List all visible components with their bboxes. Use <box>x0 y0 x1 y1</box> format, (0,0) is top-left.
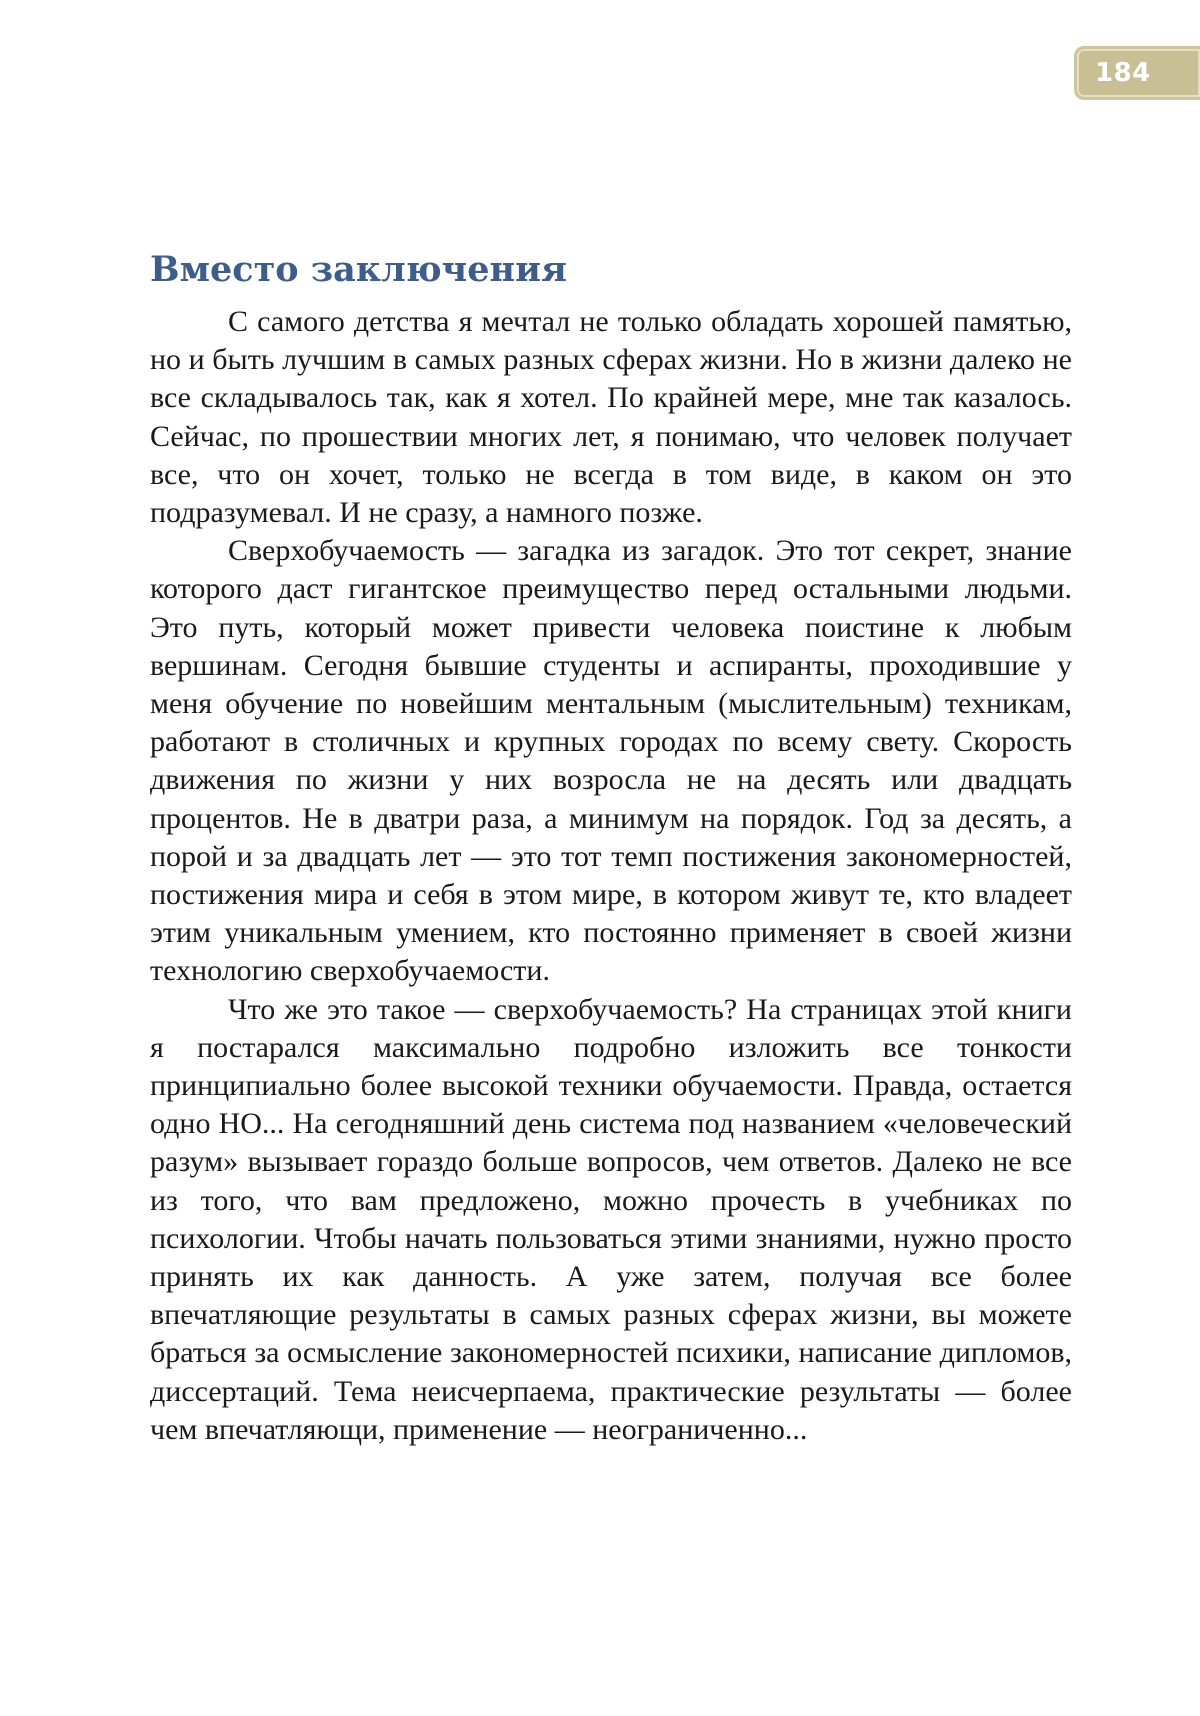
paragraph-1: С самого детства я мечтал не только обладать хорошей памятью, но и быть лучшим в самых разных сферах жизни. Но в жизни далеко не все складывалось так, как я хотел. По крайней мере, мне так казалось. Сейчас, по прошествии многих лет, я понимаю, что человек получает все, что он хочет, только не всегда в том виде, в каком он это подразумевал. И не сразу, а намного позже. <box>150 305 1072 530</box>
paragraph-2: Сверхобучаемость — загадка из загадок. Это тот секрет, знание которого даст гигантское преимущество перед остальными людьми. Это путь, который может привести человека поистине к любым вершинам. Сегодня бывшие студенты и аспиранты, проходившие у меня обучение по новейшим ментальным (мыслительным) техникам, работают в столичных и крупных городах по всему свету. Скорость движения по жизни у них возросла не на десять или двадцать процентов. Не в дватри раза, а минимум на порядок. Год за десять, а порой и за двадцать лет — это тот темп постижения закономерностей, постижения мира и себя в этом мире, в котором живут те, кто владеет этим уникальным умением, кто постоянно применяет в своей жизни технологию сверхобучаемости. <box>150 534 1072 988</box>
body-text <box>150 303 1072 1449</box>
page-number: 184 <box>1095 58 1151 88</box>
paragraph-3: Что же это такое — сверхобучаемость? На страницах этой книги я постарался максимально подробно изложить все тонкости принципиально более высокой техники обучаемости. Правда, остается одно НО... На сегодняшний день система под названием «человеческий разум» вызывает гораздо больше вопросов, чем ответов. Далеко не все из того, что вам предложено, можно прочесть в учебниках по психологии. Чтобы начать пользоваться этими знаниями, нужно просто принять их как данность. А уже затем, получая все более впечатляющие результаты в самых разных сферах жизни, вы можете браться за осмысление закономерностей психики, написание дипломов, диссертаций. Тема неисчерпаема, практические результаты — более чем впечатляющи, применение — неограниченно... <box>150 992 1072 1446</box>
page-number-badge <box>1074 46 1200 100</box>
chapter-heading: Вместо заключения <box>150 249 567 290</box>
